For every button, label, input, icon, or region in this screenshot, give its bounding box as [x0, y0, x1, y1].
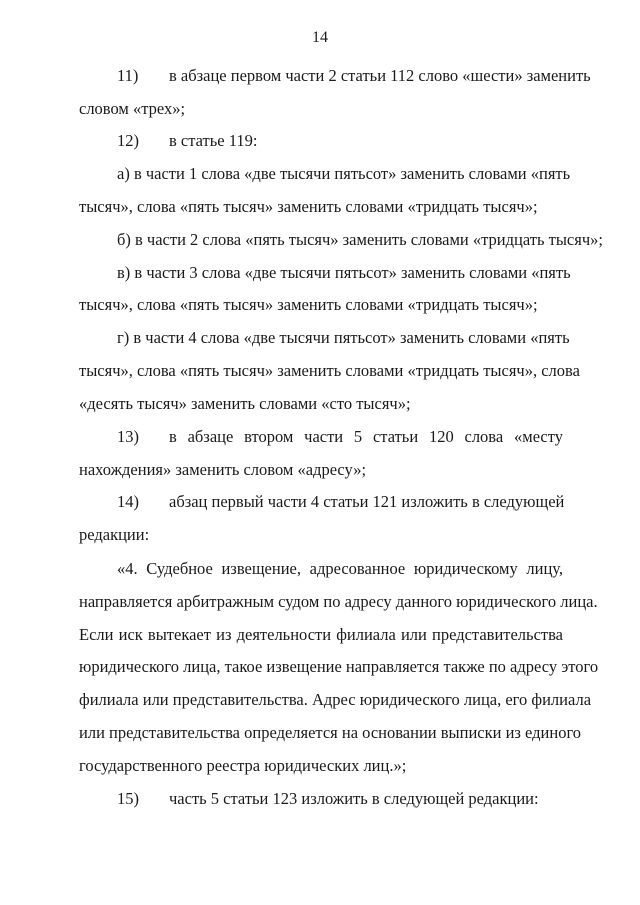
text-line: «десять тысяч» заменить словами «сто тысяч»; [79, 394, 411, 413]
page-number: 14 [312, 29, 328, 46]
text-line: а) в части 1 слова «две тысячи пятьсот» заменить словами «пять [117, 164, 571, 183]
list-item-15 [117, 789, 563, 809]
text-line: в) в части 3 слова «две тысячи пятьсот» заменить словами «пять [117, 263, 571, 282]
text-line: тысяч», слова «пять тысяч» заменить словами «тридцать тысяч», слова [79, 361, 580, 380]
item-number: 12) [117, 131, 139, 150]
item-text: в статье 119: [169, 131, 258, 150]
item-text: абзац первый части 4 статьи 121 изложить в следующей [169, 492, 565, 511]
quote-line: «4. Судебное извещение, адресованное юридическому лицу, [117, 559, 563, 578]
item-text: в абзаце первом части 2 статьи 112 слово «шести» заменить [169, 66, 591, 85]
quote-line: или представительства определяется на основании выписки из единого [79, 723, 582, 742]
list-item-12 [117, 131, 563, 151]
quote-line: Если иск вытекает из деятельности филиала или представительства [79, 625, 563, 644]
item-number: 13) [117, 427, 139, 446]
text-line: редакции: [79, 525, 150, 544]
quote-line: юридического лица, такое извещение направляется также по адресу этого [79, 657, 599, 676]
text-line: тысяч», слова «пять тысяч» заменить словами «тридцать тысяч»; [79, 197, 538, 216]
item-number: 15) [117, 789, 139, 808]
text-line: б) в части 2 слова «пять тысяч» заменить словами «тридцать тысяч»; [117, 230, 603, 249]
list-item-13 [117, 427, 563, 447]
item-number: 11) [117, 66, 139, 85]
item-text: часть 5 статьи 123 изложить в следующей редакции: [169, 789, 539, 808]
text-line: словом «трех»; [79, 99, 186, 118]
quote-line: государственного реестра юридических лиц.»; [79, 756, 407, 775]
text-line: нахождения» заменить словом «адресу»; [79, 460, 367, 479]
list-item-11 [117, 66, 591, 86]
quote-line: филиала или представительства. Адрес юридического лица, его филиала [79, 690, 592, 709]
list-item-14 [117, 492, 563, 512]
text-line: г) в части 4 слова «две тысячи пятьсот» заменить словами «пять [117, 328, 570, 347]
text-line: тысяч», слова «пять тысяч» заменить словами «тридцать тысяч»; [79, 295, 538, 314]
quote-line: направляется арбитражным судом по адресу данного юридического лица. [79, 592, 598, 611]
item-text: в абзаце втором части 5 статьи 120 слова «месту [169, 427, 563, 446]
item-number: 14) [117, 492, 139, 511]
